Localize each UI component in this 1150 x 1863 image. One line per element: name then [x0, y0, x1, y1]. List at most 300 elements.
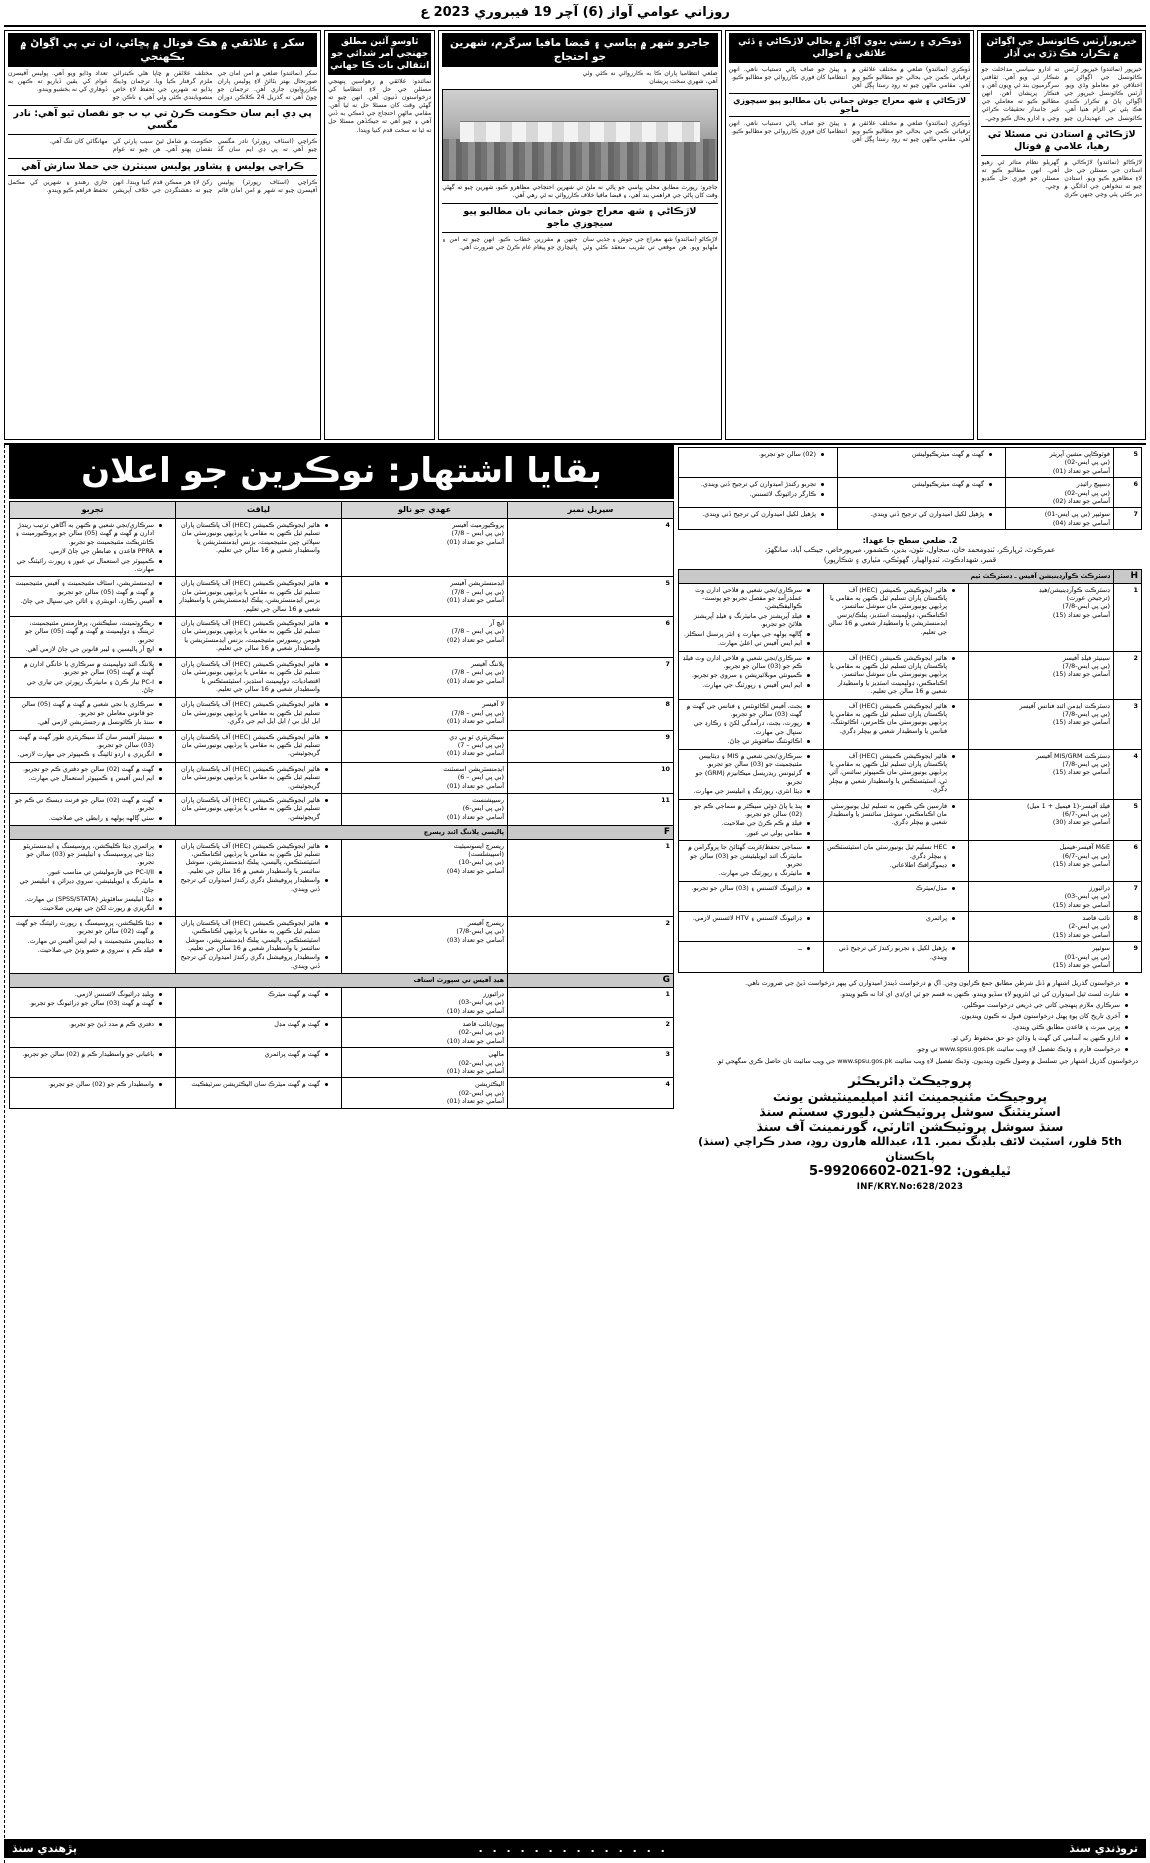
- body-larkana-teachers: لاڙڪاڻو (نمائندو) لاڙڪاڻي ۾ استادن جي مسئلن جي حل لاءِ مظاهرو ڪيو ويو. استادن چيو ته تنخواهن جي ادائگي ۾ دير ڪئي پئي وڃي جنهن ڪري گهريلو نظام متاثر ٿي رهيو آهي. انهن مطالبو ڪيو ته مسئلن جو فوري حل ڪڍيو وڃي.: [981, 158, 1142, 199]
- note-last: درخواستون گذريل اشتهار جي تسلسل ۾ وصول ڪيون وينديون. وڌيڪ تفصيل لاءِ ويب سائيٽ www.spsu.gos.pk جي ويب سائيٽ تان حاصل ڪري سگهجي ٿو.: [716, 1056, 1138, 1065]
- cell-experience: [10, 1048, 176, 1078]
- bullet-item: سرڪاري يا نجي شعبي ۾ گهٽ ۾ گهٽ (05) سالن جو قانوني معاملن جو تجربو.: [13, 700, 162, 717]
- table-row: [679, 448, 1142, 478]
- cell-post: لا آفيسر (بي پي ايس – 7/8) آسامي جو تعداد (01): [342, 698, 508, 730]
- bullet-item: سرڪاري/نجي شعبي ۾ فلاحي ادارن وٽ فيلڊ ڪم جو (03) سالن جو تجربو.: [682, 654, 810, 671]
- jobs-table-left-bottom: [678, 569, 1142, 972]
- cell-serial: 2: [1114, 651, 1142, 699]
- bullet-list: [827, 702, 965, 736]
- th-experience: تجربو: [10, 502, 176, 519]
- cell-post: نائب قاصد (بي پي ايس-2) آسامي جو تعداد (15): [969, 912, 1114, 942]
- cell-post: سوئيپر (بي پي ايس-01) آسامي جو تعداد (04): [1006, 508, 1114, 530]
- cell-experience: [10, 762, 176, 793]
- table-row: [679, 699, 1142, 749]
- bullet-list: [13, 1050, 172, 1058]
- bullet-item: PC-I تيار ڪرڻ ۽ مانيٽرنگ رپورٽن جي تياري جي ڄاڻ.: [13, 678, 162, 695]
- bullet-item: فيلڊ ۾ ڪم ڪرڻ جي صلاحيت.: [682, 819, 810, 827]
- cell-qualification: [176, 519, 342, 577]
- bullet-list: [682, 702, 820, 746]
- table-row: [10, 839, 674, 916]
- table-row: [679, 881, 1142, 911]
- section-header-row: [10, 826, 674, 839]
- bullet-item: هائير ايجوڪيشن ڪميشن (HEC) آف پاڪستان پاران تسليم ٿيل ڪنهن به مقامي يا پرڏيهي يونيورسٽي مان هيومن ريسورس مئنيجمينٽ، بزنس ايڊمنسٽريشن يا واسطيدار شعبي ۾ 16 سالن جي تعليم.: [179, 619, 328, 653]
- address-line-3: اسٽرينٿنگ سوشل پروٽيڪشن ڊليوري سسٽم سنڌ: [759, 1103, 1061, 1119]
- bullet-item: سرڪاري/نجي شعبي ۾ فلاحي ادارن وٽ عملدرآمد جو مفصل تجربو جو پوسٽ-ڪواليفڪيشن.: [682, 586, 810, 611]
- section-letter: F: [508, 826, 674, 839]
- bullet-item: هائير ايجوڪيشن ڪميشن (HEC) آف پاڪستان پاران تسليم ٿيل ڪنهن به مقامي يا پرڏيهي يونيورسٽي مان سوشل سائنسز، اڪنامڪس، ڊولپمينٽ اسٽڊيز يا واسطيدار شعبي ۾ 16 سالن جي تعليم.: [827, 654, 955, 696]
- bullet-list: [682, 752, 820, 796]
- bullet-item: هائير ايجوڪيشن ڪميشن (HEC) آف پاڪستان پاران تسليم ٿيل ڪنهن به مقامي يا پرڏيهي يونيورسٽي مان ڪامرس، اڪائونٽنگ، فنانس يا واسطيدار شعبي ۾ بيچلر ڊگري.: [827, 702, 955, 736]
- footer-bar: [4, 1839, 1146, 1858]
- note-item: درخواستون گذريل اشتهار ۾ ڏنل شرطن مطابق جمع ڪرايون وڃن. اڳ ۾ درخواست ڏيندڙ اميدوارن کي ٻيهر درخواست ڏيڻ جي ضرورت ناهي.: [682, 979, 1128, 988]
- table-row: [679, 841, 1142, 882]
- cell-qualification: [824, 699, 969, 749]
- note-item: درخواست فارم ۽ وڌيڪ تفصيل لاءِ ويب سائيٽ www.spsu.gos.pk تي وڃو.: [682, 1045, 1128, 1054]
- bullet-list: [179, 1020, 338, 1028]
- bullet-item: پڙهيل لکيل اميدوارن کي ترجيح ڏني ويندي.: [841, 510, 992, 518]
- bullet-list: [179, 1050, 338, 1058]
- cell-post: ڊسٽرڪٽ ايڊمن ائنڊ فنانس آفيسر (بي پي ايس-7/8) آسامي جو تعداد (15): [969, 699, 1114, 749]
- subheadline-nadir-magsi: پي ڊي ايم سان حڪومت ڪرڻ تي پ ب جو نقصان ٿيو آهي: نادر مگسي: [8, 105, 317, 135]
- bullet-item: آفيس رڪارڊ، انوينٽري ۽ اثاثن جي سنڀال جي ڄاڻ.: [13, 597, 162, 605]
- bullet-item: گهٽ ۾ گهٽ ميٽرڪ سان اليڪٽريشن سرٽيفڪيٽ: [179, 1080, 328, 1088]
- bullet-item: ڪارگر ڊرائيونگ لائسنس.: [682, 490, 824, 498]
- cell-qualification: [176, 916, 342, 973]
- cell-serial: 4: [1114, 749, 1142, 799]
- bullet-item: پڙهيل لکيل اميدوارن کي ترجيح ڏني ويندي.: [682, 510, 824, 518]
- bullet-list: [179, 700, 338, 725]
- bullet-item: هائير ايجوڪيشن ڪميشن (HEC) آف پاڪستان پاران تسليم ٿيل ڪنهن به مقامي يا پرڏيهي يونيورسٽي مان گريجوئيشن.: [179, 733, 328, 758]
- bullet-list: [13, 919, 172, 955]
- cell-experience: [679, 651, 824, 699]
- subheadline-karachi-police: ڪراچي پوليس ۽ پشاور پوليس سينٽرن جي حملا سازش آهي: [8, 158, 317, 176]
- cell-post: مالهي (بي پي ايس-02) آسامي جو تعداد (01): [342, 1048, 508, 1078]
- cell-qualification: [824, 799, 969, 841]
- body-small: نمائندو: علائقي ۾ رهواسين پنهنجي مسئلن جي حل لاءِ انتظاميا کي درخواستون ڏنيون آهن. انهن چيو ته گهڻي وقت کان مسئلا حل نه ٿيا آهن. مقامي ماڻهن احتجاج جي ڌمڪي به ڏني آهي ۽ چيو آهي ته جيڪڏهن مسئلا حل نه ٿيا ته سخت قدم کنيا ويندا.: [328, 78, 432, 134]
- bullet-list: [179, 990, 338, 998]
- table-row: [679, 583, 1142, 651]
- cell-serial: 8: [508, 698, 674, 730]
- cell-post: پروڪيورميٽ آفيسر (بي پي ايس – 7/8) آسامي جو تعداد (01): [342, 519, 508, 577]
- cell-experience: [679, 841, 824, 882]
- bullet-item: واسطيدار ڪم جو (02) سالن جو تجربو.: [13, 1080, 162, 1088]
- cell-qualification: [176, 987, 342, 1017]
- cell-experience: [679, 799, 824, 841]
- cell-post: سوئيپر (بي پي ايس-01) آسامي جو تعداد (15): [969, 942, 1114, 972]
- cell-post: ڊرائيورز (بي پي ايس-03) آسامي جو تعداد (10): [342, 987, 508, 1017]
- masthead: روزاني عوامي آواز (6) آچر 19 فيبروري 2023 ع: [420, 5, 730, 20]
- table-row: [10, 916, 674, 973]
- bullet-item: گهٽ ۾ گهٽ پرائمري: [179, 1050, 328, 1058]
- bullet-item: هائير ايجوڪيشن ڪميشن (HEC) آف پاڪستان پاران تسليم ٿيل ڪنهن به مقامي يا پرڏيهي يونيورسٽي مان ڪمپيوٽر سائنس، آئي ٽي، اسٽيٽسٽڪس يا واسطيدار شعبي ۾ بيچلر ڊگري.: [827, 752, 955, 794]
- district-note-line2: قمبر، شهدادڪوٽ، ٽنڊوالهيار، گهوٽڪي، مٽياري ۽ شڪارپور): [823, 556, 997, 565]
- cell-experience: [679, 749, 824, 799]
- bullet-list: [179, 660, 338, 694]
- address-line-2: پروجيڪٽ مئنيجمينٽ ائنڊ امپليمينٽيشن يونٽ: [772, 1088, 1048, 1104]
- advert-title: بقايا اشتهار: نوڪرين جو اعلان: [9, 445, 674, 499]
- cell-experience: [10, 916, 176, 973]
- bullet-item: PPRA قاعدن ۽ ضابطن جي ڄاڻ لازمي.: [13, 547, 162, 555]
- bullet-item: مانيٽرنگ ۽ ايويليئيشن، سروي ڊيزائن ۽ انيليسز جي ڄاڻ.: [13, 877, 162, 894]
- bullet-item: ڪمپيوٽر جي استعمال تي عبور ۽ رپورٽ رائيٽنگ جي مهارت.: [13, 557, 162, 574]
- cell-post: ايڇ آر (بي پي ايس – 7/8) آسامي جو تعداد (02): [342, 617, 508, 658]
- cell-experience: [679, 448, 838, 478]
- cell-experience: [679, 942, 824, 972]
- section-header-row: [679, 570, 1142, 583]
- bullet-list: [179, 579, 338, 613]
- bullet-item: ايڇ آر پاليسين ۽ ليبر قانونن جي ڄاڻ لازمي آهي.: [13, 645, 162, 653]
- footer-dots: . . . . . . . . . . . . . .: [478, 1842, 668, 1855]
- table-row: [679, 508, 1142, 530]
- bullet-list: [682, 944, 820, 952]
- bullet-list: [179, 521, 338, 555]
- bullet-item: ڊيٽابيس مئنيجمينٽ ۽ ايم ايس آفيس تي مهارت.: [13, 937, 162, 945]
- bullet-item: گهٽ ۾ گهٽ (03) سالن جو ڊرائيونگ جو تجربو.: [13, 999, 162, 1007]
- cell-qualification: [824, 583, 969, 651]
- cell-serial: 9: [508, 730, 674, 762]
- bullet-item: پلاننگ ائنڊ ڊولپمينٽ ۾ سرڪاري يا خانگي ادارن ۾ گهٽ ۾ گهٽ (05) سالن جو تجربو.: [13, 660, 162, 677]
- contact-address: [678, 1074, 1142, 1179]
- bullet-list: [13, 1020, 172, 1028]
- cell-serial: 5: [1114, 799, 1142, 841]
- lead-jacobabad: ضلعي انتظاميا پاران ڪا به ڪارروائي نه ڪئي وئي آهي، شهري سخت پريشان: [582, 70, 718, 86]
- bullet-list: [827, 884, 965, 892]
- jobs-table-right: [9, 501, 674, 1109]
- advert-right-column: [4, 445, 676, 1863]
- bullet-list: [13, 1080, 172, 1088]
- advert-left-column: [676, 445, 1146, 1863]
- cell-serial: 6: [1114, 841, 1142, 882]
- news-column-sukkur: [4, 30, 321, 440]
- bullet-list: [179, 796, 338, 821]
- cell-post: M&E آفيسر-فيميل (بي پي ايس-6/7) آسامي جو تعداد (15): [969, 841, 1114, 882]
- bullet-list: [827, 944, 965, 961]
- section-header-row: [10, 974, 674, 987]
- note-item: ادارو ڪنهن به آسامي کي گهٽ يا وڌائڻ جو حق محفوظ رکي ٿو.: [682, 1034, 1128, 1043]
- cell-qualification: [176, 698, 342, 730]
- bullet-item: ڪميونٽي موبلائيزيشن ۽ سروي جو تجربو.: [682, 671, 810, 679]
- cell-experience: [679, 508, 838, 530]
- bullet-list: [682, 450, 834, 458]
- cell-qualification: [824, 912, 969, 942]
- cell-experience: [679, 699, 824, 749]
- cell-serial: 11: [508, 793, 674, 825]
- table-row: [10, 657, 674, 698]
- cell-post: ڊسٽرڪٽ MIS/GRM آفيسر (بي پي ايس-7/8) آسامي جو تعداد (15): [969, 749, 1114, 799]
- bullet-item: سٺي ڳالهه ٻولهه ۽ رابطي جي صلاحيت.: [13, 814, 162, 822]
- cell-experience: [10, 730, 176, 762]
- bullet-item: ايم ايس آفيس ۽ ڪمپيوٽر استعمال جي مهارت.: [13, 774, 162, 782]
- bullet-item: مڊل/ميٽرڪ: [827, 884, 955, 892]
- bullet-item: ريڪروٽمينٽ، سليڪشن، پرفارمنس مئنيجمينٽ، ٽريننگ ۽ ڊولپمينٽ ۾ گهٽ ۾ گهٽ (05) سالن جو تجربو.: [13, 619, 162, 644]
- bullet-item: پرائمري: [827, 914, 955, 922]
- bullet-list: [179, 765, 338, 790]
- cell-qualification: [176, 793, 342, 825]
- note-item: شارٽ لسٽ ٿيل اميدوارن کي ئي انٽرويو لاءِ سڏيو ويندو. ڪنهن به قسم جو ٽي اي/ڊي اي ادا نه ڪيو ويندو.: [682, 990, 1128, 999]
- bullet-item: هائير ايجوڪيشن ڪميشن (HEC) آف پاڪستان پاران تسليم ٿيل ڪنهن به مقامي يا پرڏيهي اڪنامڪس، اسٽيٽسٽڪس، پاليسي، پبلڪ ايڊمنسٽريشن، سوشل سائنسز يا واسطيدار شعبي ۾ 16 سالن جي تعليم.: [179, 919, 328, 953]
- jobs-right-body: [10, 519, 674, 1109]
- bullet-list: [827, 586, 965, 636]
- bullet-item: هائير ايجوڪيشن ڪميشن (HEC) آف پاڪستان پاران تسليم ٿيل ڪنهن به مقامي يا پرڏيهي يونيورسٽي مان اقتصاديات، ڊولپمينٽ اسٽڊيز، اسٽيٽسٽڪس يا واسطيدار شعبي ۾ 16 سالن جي تعليم.: [179, 660, 328, 694]
- cell-serial: 10: [508, 762, 674, 793]
- district-note-line1: عمرڪوٽ، ٿرپارڪر، ٽنڊومحمد خان، سجاول، نئون، بدين، ڪشمور، ميرپورخاص، جيڪب آباد، سانگهڙ،: [764, 546, 1056, 555]
- cell-serial: 4: [508, 1078, 674, 1108]
- bullet-list: [827, 802, 965, 827]
- cell-experience: [10, 698, 176, 730]
- headline-dadu: ڏوڪري ۽ رستي بدوي آڳاڙ ۾ بحالي لاڙڪاڻي ۽ ڏئي علائقي ۾ احوالي: [729, 33, 971, 63]
- table-row: [10, 617, 674, 658]
- cell-serial: 2: [508, 1017, 674, 1047]
- bullet-list: [13, 521, 172, 573]
- cell-experience: [10, 793, 176, 825]
- bullet-item: بجٽ، آفيس اڪائونٽس ۽ فنانس جي گهٽ ۾ گهٽ (03) سالن جو تجربو.: [682, 702, 810, 719]
- bullet-item: باغباني جو واسطيدار ڪم ۾ (02) سالن جو تجربو.: [13, 1050, 162, 1058]
- bullet-list: [179, 1080, 338, 1088]
- bullet-item: هائير ايجوڪيشن ڪميشن (HEC) آف پاڪستان پاران تسليم ٿيل ڪنهن به مقامي يا پرڏيهي اڪنامڪس، اسٽيٽسٽڪس، پاليسي، پبلڪ ايڊمنسٽريشن، سوشل سائنسز يا واسطيدار شعبي ۾ 16 سالن جي تعليم.: [179, 842, 328, 876]
- bullet-item: ايڊمنسٽريشن، اسٽاف مئنيجمينٽ ۽ آفيس مئنيجمينٽ ۾ گهٽ ۾ گهٽ (05) سالن جو تجربو.: [13, 579, 162, 596]
- general-notes: [678, 977, 1142, 1068]
- bullet-item: هائير ايجوڪيشن ڪميشن (HEC) آف پاڪستان پاران تسليم ٿيل ڪنهن به مقامي يا پرڏيهي يونيورسٽي مان گريجوئيشن.: [179, 796, 328, 821]
- bullet-list: [682, 914, 820, 922]
- bullet-item: گهٽ ۾ گهٽ ميٽريڪيوليشن: [841, 480, 992, 488]
- cell-qualification: [824, 942, 969, 972]
- body-dadu: ڏوڪري (نمائندو) ضلعي ۾ مختلف علائقن ۾ ترقياتي ڪمن جي بحالي جو مطالبو ڪيو ويو آهي. مقامي ماڻهن چيو ته روڊ رستا ڀڳل آهن ۽ پيئڻ جو صاف پاڻي دستياب ناهي. انهن انتظاميا کان فوري ڪارروائي جو مطالبو ڪيو.: [728, 66, 971, 90]
- bullet-item: واسطيدار پروفيشنل ڊگري رکندڙ اميدوارن کي ترجيح ڏني ويندي.: [179, 876, 328, 893]
- bullet-item: ڊرائيونگ لائسنس ۽ (03) سالن جو تجربو.: [682, 884, 810, 892]
- bullet-item: ــ: [682, 944, 810, 952]
- bullet-list: [13, 619, 172, 654]
- cell-serial: 5: [1114, 448, 1142, 478]
- cell-qualification: [824, 749, 969, 799]
- table-row: [10, 698, 674, 730]
- cell-serial: 1: [1114, 583, 1142, 651]
- bullet-list: [682, 802, 820, 838]
- bullet-list: [682, 480, 834, 498]
- footer-right-text: پڙهندي سنڌ: [12, 1842, 78, 1855]
- cell-qualification: [176, 657, 342, 698]
- bullet-item: گهٽ ۾ گهٽ مڊل: [179, 1020, 328, 1028]
- body-larkana-shah: لاڙڪاڻو (نمائندو) شھ معراج جي جوش ۽ جذبي سان ملهايو ويو. هن موقعي تي تقريب منعقد ڪئي وئي جنهن ۾ مقررين خطاب ڪيو. انهن چيو ته امن ۽ ڀائيچاري جو پيغام عام ڪرڻ جي ضرورت آهي.: [442, 236, 718, 252]
- bullet-list: [841, 510, 1002, 518]
- news-column-jacobabad: [438, 30, 721, 440]
- district-posts-note: [678, 534, 1142, 567]
- table-row: [679, 799, 1142, 841]
- cell-qualification: [176, 1017, 342, 1047]
- bullet-list: [682, 586, 820, 648]
- bullet-item: هائير ايجوڪيشن ڪميشن (HEC) آف پاڪستان پاران تسليم ٿيل ڪنهن به مقامي يا پرڏيهي يونيورسٽي مان گريجوئيشن.: [179, 765, 328, 790]
- cell-qualification: [176, 1078, 342, 1108]
- cell-experience: [679, 912, 824, 942]
- bullet-list: [13, 765, 172, 783]
- address-line-1: پروجيڪٽ ڊائريڪٽر: [848, 1073, 972, 1089]
- table-row: [679, 749, 1142, 799]
- cell-experience: [10, 519, 176, 577]
- cell-serial: 8: [1114, 912, 1142, 942]
- news-column-small: [324, 30, 435, 440]
- table-row: [10, 793, 674, 825]
- bullet-list: [841, 450, 1002, 458]
- bullet-item: سنڌ بار ڪائونسل ۾ رجسٽريشن لازمي آهي.: [13, 718, 162, 726]
- bullet-item: انگريزي ۾ رپورٽ لکڻ جي بهترين صلاحيت.: [13, 904, 162, 912]
- cell-post: ڊسٽرڪٽ ڪوآرڊينيشن/هيڊ (ترجيحن عورت) (بي پي ايس-7/8) آسامي جو تعداد (15): [969, 583, 1114, 651]
- cell-serial: 3: [1114, 699, 1142, 749]
- bullet-item: ڊيٽا انيليسز سافٽويئر (SPSS/STATA) تي مهارت.: [13, 895, 162, 903]
- cell-post: سيڪريٽري ٽو پي ڊي (بي پي ايس – 7) آسامي جو تعداد (01): [342, 730, 508, 762]
- bullet-item: گهٽ ۾ گهٽ (02) سالن جو فرنٽ ڊيسڪ تي ڪم جو تجربو.: [13, 796, 162, 813]
- job-advertisement: [4, 443, 1146, 1863]
- table-row: [10, 987, 674, 1017]
- news-column-khairpur: [977, 30, 1146, 440]
- bullet-list: [682, 884, 820, 892]
- jobs-left-top-body: [679, 448, 1142, 530]
- table-row: [10, 1048, 674, 1078]
- bullet-item: ڊيٽا ڪليڪشن، پروسيسنگ ۽ رپورٽ رائيٽنگ جو گهٽ ۾ گهٽ (02) سالن جو تجربو.: [13, 919, 162, 936]
- cell-experience: [10, 657, 176, 698]
- th-serial: سيريل نمبر: [508, 502, 674, 519]
- bullet-list: [13, 700, 172, 726]
- bullet-item: پڙهيل لکيل ۽ تجربو رکندڙ کي ترجيح ڏني ويندي.: [827, 944, 955, 961]
- cell-serial: 7: [1114, 508, 1142, 530]
- cell-experience: [679, 478, 838, 508]
- cell-post: اليڪٽريشن (بي پي ايس-02) آسامي جو تعداد (01): [342, 1078, 508, 1108]
- note-item: آخري تاريخ کان پوءِ پهتل درخواستون قبول نه ڪيون وينديون.: [682, 1012, 1128, 1021]
- cell-experience: [10, 987, 176, 1017]
- bullet-item: ڊرائيونگ لائسنس ۽ HTV لائسنس لازمي.: [682, 914, 810, 922]
- bullet-list: [827, 843, 965, 869]
- bullet-item: گهٽ ۾ گهٽ (02) سالن جو دفتري ڪم جو تجربو.: [13, 765, 162, 773]
- table-row: [679, 942, 1142, 972]
- bullet-item: پرائمري ڊيٽا ڪليڪشن، پروسيسنگ ۽ ايڊمنسٽريٽو ڊيٽا جي پروسيسنگ ۽ انيليسز جو (03) سالن جو تجربو.: [13, 842, 162, 867]
- headline-khairpur: خيرپورآرٽس ڪائونسل جي اڳواڻن ۾ تڪرار، هڪ ڌڙي ٻي آڌار: [981, 33, 1142, 63]
- cell-serial: 3: [508, 1048, 674, 1078]
- cell-serial: 2: [508, 916, 674, 973]
- cell-post: فيلڊ آفيسر-(1 فيميل + 1 ميل) (بي پي ايس-6/7) آسامي جو تعداد (30): [969, 799, 1114, 841]
- jobs-table-left-top: [678, 447, 1142, 530]
- body-karachi-police: ڪراچي (اسٽاف رپورٽر) پوليس آفيسرن چيو ته شهر ۾ امن امان قائم رکڻ لاءِ هر ممڪن قدم کنيا ويندا. انهن چيو ته دهشتگردن جي خلاف آپريشن جاري رهندو ۽ شهرين کي مڪمل تحفظ فراهم ڪيو ويندو.: [8, 178, 318, 194]
- protest-photo: [442, 89, 717, 181]
- cell-experience: [679, 583, 824, 651]
- jobs-left-bottom-body: [679, 570, 1142, 972]
- cell-qualification: [824, 881, 969, 911]
- cell-experience: [10, 1017, 176, 1047]
- cell-post: پلاننگ آفيسر (بي پي ايس – 7/8) آسامي جو تعداد (01): [342, 657, 508, 698]
- address-phone: ٽيليفون: 92-021-99206602-5: [808, 1163, 1011, 1179]
- cell-post: ايڊمنسٽريشن اسسٽنٽ (بي پي ايس – 6) آسامي جو تعداد (01): [342, 762, 508, 793]
- bullet-item: مقامي ٻولي تي عبور.: [682, 829, 810, 837]
- cell-post: رسيپشنسٽ (بي پي ايس-6) آسامي جو تعداد (01): [342, 793, 508, 825]
- section-title: پاليسي پلاننگ ائنڊ ريسرچ: [10, 826, 508, 839]
- bullet-item: ايم ايس آفيس ۽ رپورٽنگ جي مهارت.: [682, 681, 810, 689]
- bullet-item: هائير ايجوڪيشن ڪميشن (HEC) آف پاڪستان پاران تسليم ٿيل ڪنهن به مقامي يا پرڏيهي يونيورسٽي مان سپلائي چين مئنيجمينٽ، بزنس ايڊمنسٽريشن يا واسطيدار شعبي ۾ 16 سالن جي تعليم.: [179, 521, 328, 555]
- bullet-item: سينيئر آفيسر سان گڏ سيڪريٽري طور گهٽ ۾ گهٽ (03) سالن جو تجربو.: [13, 733, 162, 750]
- cell-post: فوٽوڪاپي مشين آپريٽر (بي پي ايس-02) آسامي جو تعداد (01): [1006, 448, 1114, 478]
- section-title: هيڊ آفيس تي سپورٽ استاف: [10, 974, 508, 987]
- table-row: [679, 478, 1142, 508]
- cell-experience: [10, 1078, 176, 1108]
- bullet-list: [682, 654, 820, 690]
- cell-qualification: [176, 617, 342, 658]
- news-strip: [4, 25, 1146, 440]
- bullet-item: هائير ايجوڪيشن ڪميشن (HEC) آف پاڪستان پاران تسليم ٿيل ڪنهن به مقامي يا پرڏيهي يونيورسٽي مان سوشل سائنسز، اڪنامڪس، ڊولپمينٽ اسٽڊيز، پبلڪ/بزنس ايڊمنسٽريشن يا واسطيدار شعبي ۾ 16 سالن جي تعليم.: [827, 586, 955, 636]
- cell-post: پيون/نائب قاصد (بي پي ايس-02) آسامي جو تعداد (10): [342, 1017, 508, 1047]
- headline-jacobabad: جاجرو شهر ۾ پياسي ۽ قبضا مافيا سرگرم، شهرين جو احتجاج: [442, 33, 717, 67]
- bullet-list: [179, 733, 338, 758]
- bullet-item: تجربو رکندڙ اميدوارن کي ترجيح ڏني ويندي.: [682, 480, 824, 488]
- th-post: عهدي جو نالو: [342, 502, 508, 519]
- cell-post: ايڊمنسٽريشن آفيسر (بي پي ايس – 7/8) آسامي جو تعداد (01): [342, 577, 508, 617]
- bullet-list: [13, 796, 172, 822]
- cell-experience: [679, 881, 824, 911]
- cell-experience: [10, 617, 176, 658]
- cell-qualification: [838, 478, 1006, 508]
- bullet-item: پنڌ يا پاڻ ڌوئي سيڪٽر ۾ سماجي ڪم جو (02) سالن جو تجربو.: [682, 802, 810, 819]
- bullet-item: سماجي تحفظ/غربت گهٽائڻ جا پروگرامن ۾ مانيٽرنگ ائنڊ ايويليئيشن جو (03) سالن جو تجربو.: [682, 843, 810, 868]
- general-notes-list: [682, 979, 1138, 1054]
- cell-post: ريسرچ ايسوسيئيٽ (اسپيشلسٽ) (بي پي ايس-10) آسامي جو تعداد (04): [342, 839, 508, 916]
- bullet-item: گهٽ ۾ گهٽ ميٽريڪيوليشن: [841, 450, 992, 458]
- bullet-item: مانيٽرنگ ۽ رپورٽنگ جي مهارت.: [682, 869, 810, 877]
- cell-qualification: [838, 448, 1006, 478]
- table-row: [10, 730, 674, 762]
- bullet-item: سرڪاري/نجي شعبي ۾ MIS ۽ ڊيٽابيس مئنيجمينٽ جو (03) سالن جو تجربو.: [682, 752, 810, 769]
- section-title: ڊسٽرڪٽ ڪوآرڊينيشن آفيس ـ ڊسٽرڪٽ ٽيم: [679, 570, 1114, 583]
- subheadline-larkana-shah: لاڙڪاڻي ۽ شھ معراج جوش جماني بان مطالبو پيو سيچوزي ماجو: [442, 203, 717, 233]
- bullet-list: [682, 510, 834, 518]
- bullet-item: واسطيدار پروفيشنل ڊگري رکندڙ اميدوارن کي ترجيح ڏني ويندي.: [179, 953, 328, 970]
- bullet-list: [13, 579, 172, 605]
- cell-experience: [10, 577, 176, 617]
- bullet-item: ڊيموگرافڪ اطلاعاتي.: [827, 861, 955, 869]
- bullet-list: [13, 660, 172, 695]
- bullet-item: ڳالهه ٻولهه جي مهارت ۽ انٽر پرسنل اسڪلز.: [682, 630, 810, 638]
- bullet-list: [13, 990, 172, 1008]
- cell-qualification: [176, 762, 342, 793]
- bullet-item: فارسين ڪي ڪنهن به تسليم ٿيل يونيورسٽي مان اڪنامڪس، سوشل سائنسز يا واسطيدار شعبي ۾ بيچلر ڊگري.: [827, 802, 955, 827]
- table-row: [10, 762, 674, 793]
- bullet-item: هائير ايجوڪيشن ڪميشن (HEC) آف پاڪستان پاران تسليم ٿيل ڪنهن به مقامي يا پرڏيهي يونيورسٽي مان ايل ايل بي / ايل ايل ايم جي ڊگري.: [179, 700, 328, 725]
- cell-qualification: [176, 577, 342, 617]
- body-sukkur: سکر (نمائندو) ضلعي ۾ امن امان جي صورتحال بهتر بڻائڻ لاءِ پوليس پاران ڪارروايون جاري آهن. ترجمان جو چوڻ آهي ته گذريل 24 ڪلاڪن دوران مختلف علائقن ۾ ڇاپا هڻي ڪيترائي ملزم گرفتار ڪيا ويا. ترجمان وڌيڪ ٻڌايو ته شهرين جي تحفظ لاءِ خاص منصوبابندي ڪئي وئي آهي ۽ ناڪن جو تعداد وڌايو ويو آهي. پوليس آفيسرن عوام کي يقين ڏياريو ته ڪنهن به ڏوهاري کي نه بخشيو ويندو.: [8, 70, 318, 102]
- th-qualification: لياقت: [176, 502, 342, 519]
- table-row: [10, 519, 674, 577]
- table-row: [10, 1017, 674, 1047]
- table-row: [10, 577, 674, 617]
- cell-serial: 6: [508, 617, 674, 658]
- photo-caption: جاجرو: رپورٽ مطابق محلي پياسي جو پاڻي نه ملڻ تي شهرين احتجاجي مظاهرو ڪيو، شهرين چيو ته گهڻي وقت کان پاڻي جي فراهمي بند آهي، ۽ قبضا مافيا خلاف ڪارروائي نه ٿي رهي آهي.: [442, 184, 718, 200]
- cell-post: ڊرائيورز (بي پي ايس-03) آسامي جو تعداد (15): [969, 881, 1114, 911]
- bullet-list: [179, 619, 338, 653]
- cell-serial: 4: [508, 519, 674, 577]
- bullet-item: PC-I/II جي فارموليشن تي مناسب عبور.: [13, 868, 162, 876]
- news-column-dadu: [725, 30, 975, 440]
- bullet-item: هائير ايجوڪيشن ڪميشن (HEC) آف پاڪستان پاران تسليم ٿيل ڪنهن به مقامي يا پرڏيهي يونيورسٽي مان بزنس ايڊمنسٽريشن، پبلڪ ايڊمنسٽريشن يا واسطيدار شعبي ۾ 16 سالن جي تعليم.: [179, 579, 328, 613]
- bullet-item: فيلڊ آپريشنز جي مانيٽرنگ ۽ فيلڊ آپريشنز هلائڻ جو تجربو.: [682, 612, 810, 629]
- cell-post: ڊسپيچ رائيڊر (بي پي ايس-02) آسامي جو تعداد (02): [1006, 478, 1114, 508]
- table-row: [679, 651, 1142, 699]
- cell-qualification: [176, 730, 342, 762]
- subheadline-larkana-teachers: لاڙڪاڻي ۾ استادن تي مسئلا ٿي رهيا، علامي ۾ فوتال: [981, 126, 1142, 156]
- note-item: ڀرتي ميرٽ ۽ قاعدن مطابق ڪئي ويندي.: [682, 1023, 1128, 1032]
- bullet-item: دفتري ڪم ۾ مدد ڏيڻ جو تجربو.: [13, 1020, 162, 1028]
- bullet-item: گهٽ ۾ گهٽ ميٽرڪ: [179, 990, 328, 998]
- cell-post: سينيئر فيلڊ آفيسر (بي پي ايس-7/8) آسامي جو تعداد (15): [969, 651, 1114, 699]
- cell-qualification: [176, 1048, 342, 1078]
- bullet-item: رپورٽ، بجٽ، درآمدگي لکڻ ۽ رڪارڊ جي سنڀال جي مهارت.: [682, 719, 810, 736]
- bullet-item: ويليڊ ڊرائيونگ لائسنس لازمي.: [13, 990, 162, 998]
- inf-number: INF/KRY.No:628/2023: [856, 1181, 964, 1192]
- bullet-list: [179, 842, 338, 893]
- table-row: [10, 1078, 674, 1108]
